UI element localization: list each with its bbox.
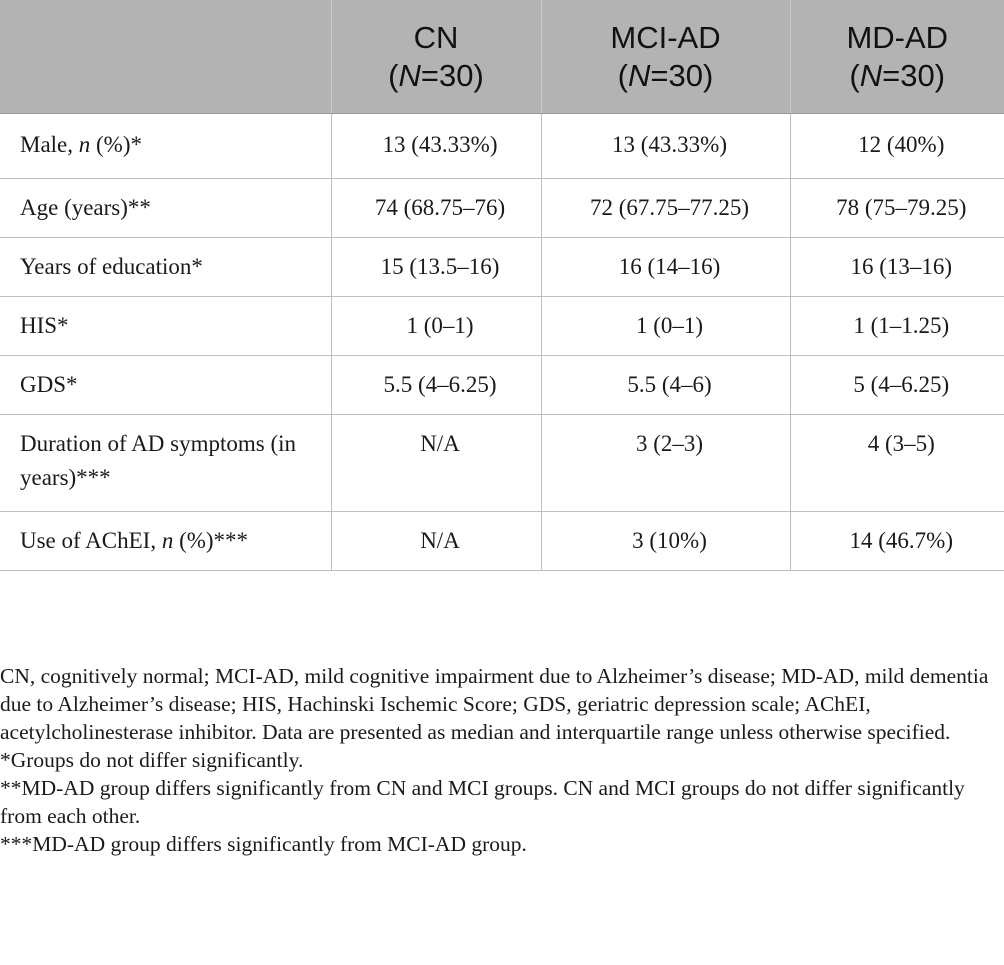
row-label-text: Use of AChEI, [20, 528, 162, 553]
row-label-italic: n [161, 528, 174, 553]
row-label [0, 512, 331, 571]
table-row-duration [0, 415, 1004, 512]
cell-md-ad: 5 (4–6.25) [790, 356, 1004, 415]
row-label-suffix: (%)* [90, 132, 142, 157]
cell-mci-ad: 13 (43.33%) [541, 114, 790, 179]
header-cn-n-letter: N [398, 57, 421, 93]
row-label-text: Years of education* [20, 254, 203, 279]
header-mci-ad-label: MCI-AD [610, 19, 721, 55]
table-row-age [0, 179, 1004, 238]
header-mci-ad-n-prefix: ( [617, 57, 628, 93]
row-label [0, 415, 331, 512]
header-md-ad [790, 0, 1004, 114]
row-label [0, 179, 331, 238]
cell-mci-ad: 5.5 (4–6) [541, 356, 790, 415]
row-label [0, 238, 331, 297]
row-label-text: Male, [20, 132, 79, 157]
row-label-text: Age (years)** [20, 195, 151, 220]
footnote-single-asterisk: *Groups do not differ significantly. [0, 748, 304, 772]
row-label-text: HIS* [20, 313, 69, 338]
header-cn-label: CN [413, 19, 459, 55]
row-label-suffix: (%)*** [173, 528, 249, 553]
header-md-ad-label: MD-AD [846, 19, 949, 55]
header-cn-n-value: =30) [420, 57, 484, 93]
header-md-ad-n-prefix: ( [849, 57, 860, 93]
header-row [0, 0, 1004, 114]
row-label-text: GDS* [20, 372, 78, 397]
cell-cn: 1 (0–1) [331, 297, 541, 356]
header-empty-cell [0, 0, 331, 114]
cell-md-ad: 14 (46.7%) [790, 512, 1004, 571]
cell-mci-ad: 1 (0–1) [541, 297, 790, 356]
header-mci-ad-n-value: =30) [650, 57, 714, 93]
cell-cn: 5.5 (4–6.25) [331, 356, 541, 415]
row-label [0, 114, 331, 179]
cell-cn: 74 (68.75–76) [331, 179, 541, 238]
row-label-text: Duration of AD symptoms (in years)*** [20, 431, 296, 490]
footnote-double-asterisk: **MD-AD group differs significantly from CN and MCI groups. CN and MCI groups do not differ significantly from each other. [0, 776, 965, 828]
table-footnotes [0, 662, 1000, 858]
table-row-gds [0, 356, 1004, 415]
table-row-achei [0, 512, 1004, 571]
row-label [0, 356, 331, 415]
table-row-his [0, 297, 1004, 356]
header-mci-ad-n-letter: N [628, 57, 651, 93]
header-md-ad-n-letter: N [859, 57, 883, 93]
cell-cn: N/A [331, 415, 541, 512]
row-label-italic: n [78, 132, 91, 157]
footnote-triple-asterisk: ***MD-AD group differs significantly from MCI-AD group. [0, 832, 527, 856]
cell-cn: N/A [331, 512, 541, 571]
cell-md-ad: 12 (40%) [790, 114, 1004, 179]
cell-md-ad: 4 (3–5) [790, 415, 1004, 512]
header-md-ad-n-value: =30) [882, 57, 946, 93]
cell-md-ad: 16 (13–16) [790, 238, 1004, 297]
cell-mci-ad: 3 (2–3) [541, 415, 790, 512]
table-row-male [0, 114, 1004, 179]
header-mci-ad [541, 0, 790, 114]
cell-mci-ad: 16 (14–16) [541, 238, 790, 297]
cell-mci-ad: 3 (10%) [541, 512, 790, 571]
cell-mci-ad: 72 (67.75–77.25) [541, 179, 790, 238]
cell-cn: 15 (13.5–16) [331, 238, 541, 297]
header-cn-n-prefix: ( [388, 57, 399, 93]
header-cn [331, 0, 541, 114]
cell-cn: 13 (43.33%) [331, 114, 541, 179]
cell-md-ad: 1 (1–1.25) [790, 297, 1004, 356]
row-label [0, 297, 331, 356]
abbreviations-note: CN, cognitively normal; MCI-AD, mild cognitive impairment due to Alzheimer’s disease; MD-AD, mild dementia due to Alzheimer’s disease; HIS, Hachinski Ischemic Score; GDS, geriatric depression scale; AChEI, acetylcholinesterase inhibitor. Data are presented as median and interquartile range unless otherwise specified. [0, 664, 989, 744]
table-row-education [0, 238, 1004, 297]
cell-md-ad: 78 (75–79.25) [790, 179, 1004, 238]
